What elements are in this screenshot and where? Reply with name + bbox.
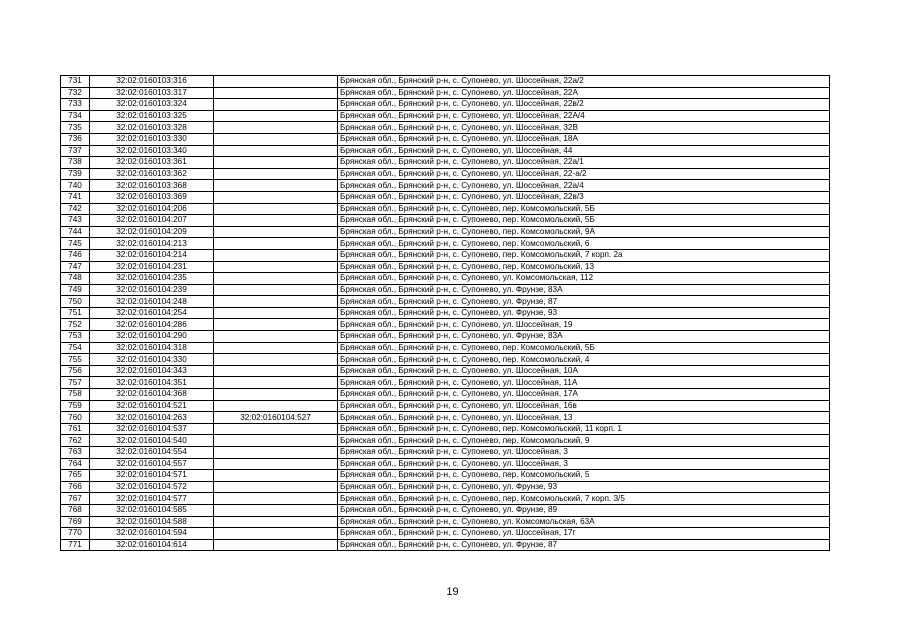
cadastral-number-cell: 32:02:0160104:206 <box>90 203 214 215</box>
related-cadastral-number-cell <box>214 122 338 134</box>
page-number: 19 <box>446 586 459 598</box>
cadastral-number-cell: 32:02:0160104:537 <box>90 423 214 435</box>
cadastral-number-cell: 32:02:0160104:585 <box>90 504 214 516</box>
cadastral-number-cell: 32:02:0160104:557 <box>90 458 214 470</box>
related-cadastral-number-cell <box>214 423 338 435</box>
cadastral-number-cell: 32:02:0160104:540 <box>90 435 214 447</box>
cadastral-number-cell: 32:02:0160104:239 <box>90 284 214 296</box>
row-number-cell: 738 <box>61 157 90 169</box>
table-row <box>61 342 830 354</box>
table-row <box>61 400 830 412</box>
cadastral-number-cell: 32:02:0160104:577 <box>90 493 214 505</box>
cadastral-number-cell: 32:02:0160104:318 <box>90 342 214 354</box>
related-cadastral-number-cell <box>214 528 338 540</box>
related-cadastral-number-cell <box>214 76 338 88</box>
cadastral-number-cell: 32:02:0160104:554 <box>90 447 214 459</box>
table-row <box>61 307 830 319</box>
cadastral-number-cell: 32:02:0160104:263 <box>90 412 214 424</box>
address-cell: Брянская обл., Брянский р-н, с. Супонево, ул. Шоссейная, 13 <box>338 412 830 424</box>
row-number-cell: 769 <box>61 516 90 528</box>
row-number-cell: 743 <box>61 215 90 227</box>
related-cadastral-number-cell <box>214 273 338 285</box>
table-row <box>61 145 830 157</box>
related-cadastral-number-cell <box>214 284 338 296</box>
related-cadastral-number-cell <box>214 180 338 192</box>
row-number-cell: 766 <box>61 481 90 493</box>
row-number-cell: 760 <box>61 412 90 424</box>
address-cell: Брянская обл., Брянский р-н, с. Супонево, пер. Комсомольский, 5Б <box>338 342 830 354</box>
row-number-cell: 759 <box>61 400 90 412</box>
cadastral-number-cell: 32:02:0160104:594 <box>90 528 214 540</box>
cadastral-number-cell: 32:02:0160104:572 <box>90 481 214 493</box>
row-number-cell: 761 <box>61 423 90 435</box>
table-row <box>61 87 830 99</box>
cadastral-number-cell: 32:02:0160103:317 <box>90 87 214 99</box>
related-cadastral-number-cell <box>214 215 338 227</box>
row-number-cell: 732 <box>61 87 90 99</box>
address-cell: Брянская обл., Брянский р-н, с. Супонево, пер. Комсомольский, 9А <box>338 226 830 238</box>
address-cell: Брянская обл., Брянский р-н, с. Супонево, ул. Фрунзе, 87 <box>338 539 830 551</box>
related-cadastral-number-cell <box>214 157 338 169</box>
related-cadastral-number-cell <box>214 249 338 261</box>
address-cell: Брянская обл., Брянский р-н, с. Супонево, пер. Комсомольский, 11 корп. 1 <box>338 423 830 435</box>
cadastral-number-cell: 32:02:0160103:325 <box>90 110 214 122</box>
address-cell: Брянская обл., Брянский р-н, с. Супонево, ул. Фрунзе, 83А <box>338 331 830 343</box>
address-cell: Брянская обл., Брянский р-н, с. Супонево, ул. Шоссейная, 3 <box>338 447 830 459</box>
cadastral-number-cell: 32:02:0160104:209 <box>90 226 214 238</box>
address-cell: Брянская обл., Брянский р-н, с. Супонево, ул. Шоссейная, 22А/4 <box>338 110 830 122</box>
related-cadastral-number-cell <box>214 389 338 401</box>
row-number-cell: 749 <box>61 284 90 296</box>
table-row <box>61 284 830 296</box>
row-number-cell: 731 <box>61 76 90 88</box>
related-cadastral-number-cell <box>214 481 338 493</box>
row-number-cell: 767 <box>61 493 90 505</box>
address-cell: Брянская обл., Брянский р-н, с. Супонево, ул. Шоссейная, 22А <box>338 87 830 99</box>
row-number-cell: 752 <box>61 319 90 331</box>
address-cell: Брянская обл., Брянский р-н, с. Супонево, ул. Шоссейная, 22-а/2 <box>338 168 830 180</box>
table-row <box>61 133 830 145</box>
row-number-cell: 734 <box>61 110 90 122</box>
table-row <box>61 377 830 389</box>
cadastral-number-cell: 32:02:0160104:290 <box>90 331 214 343</box>
cadastral-number-cell: 32:02:0160103:369 <box>90 191 214 203</box>
table-row <box>61 447 830 459</box>
table-row <box>61 238 830 250</box>
cadastral-number-cell: 32:02:0160103:328 <box>90 122 214 134</box>
table-row <box>61 249 830 261</box>
cadastral-number-cell: 32:02:0160103:316 <box>90 76 214 88</box>
related-cadastral-number-cell <box>214 133 338 145</box>
row-number-cell: 745 <box>61 238 90 250</box>
cadastral-number-cell: 32:02:0160103:361 <box>90 157 214 169</box>
address-cell: Брянская обл., Брянский р-н, с. Супонево, ул. Шоссейная, 22в/2 <box>338 99 830 111</box>
row-number-cell: 763 <box>61 447 90 459</box>
row-number-cell: 758 <box>61 389 90 401</box>
address-cell: Брянская обл., Брянский р-н, с. Супонево, ул. Фрунзе, 87 <box>338 296 830 308</box>
address-cell: Брянская обл., Брянский р-н, с. Супонево, ул. Шоссейная, 17г <box>338 528 830 540</box>
related-cadastral-number-cell <box>214 377 338 389</box>
related-cadastral-number-cell <box>214 504 338 516</box>
address-cell: Брянская обл., Брянский р-н, с. Супонево, пер. Комсомольский, 9 <box>338 435 830 447</box>
row-number-cell: 764 <box>61 458 90 470</box>
related-cadastral-number-cell <box>214 516 338 528</box>
row-number-cell: 737 <box>61 145 90 157</box>
address-cell: Брянская обл., Брянский р-н, с. Супонево, ул. Шоссейная, 22а/4 <box>338 180 830 192</box>
cadastral-table <box>60 75 830 551</box>
table-row <box>61 203 830 215</box>
address-cell: Брянская обл., Брянский р-н, с. Супонево, ул. Шоссейная, 17А <box>338 389 830 401</box>
related-cadastral-number-cell <box>214 400 338 412</box>
table-row <box>61 122 830 134</box>
related-cadastral-number-cell: 32:02:0160104:527 <box>214 412 338 424</box>
cadastral-number-cell: 32:02:0160103:330 <box>90 133 214 145</box>
related-cadastral-number-cell <box>214 435 338 447</box>
cadastral-number-cell: 32:02:0160104:343 <box>90 365 214 377</box>
row-number-cell: 771 <box>61 539 90 551</box>
address-cell: Брянская обл., Брянский р-н, с. Супонево, пер. Комсомольский, 5Б <box>338 215 830 227</box>
related-cadastral-number-cell <box>214 296 338 308</box>
related-cadastral-number-cell <box>214 331 338 343</box>
address-cell: Брянская обл., Брянский р-н, с. Супонево, ул. Шоссейная, 44 <box>338 145 830 157</box>
related-cadastral-number-cell <box>214 365 338 377</box>
table-row <box>61 458 830 470</box>
cadastral-number-cell: 32:02:0160104:614 <box>90 539 214 551</box>
row-number-cell: 770 <box>61 528 90 540</box>
address-cell: Брянская обл., Брянский р-н, с. Супонево, пер. Комсомольский, 7 корп. 3/5 <box>338 493 830 505</box>
cadastral-number-cell: 32:02:0160104:521 <box>90 400 214 412</box>
table-row <box>61 423 830 435</box>
related-cadastral-number-cell <box>214 354 338 366</box>
table-row <box>61 76 830 88</box>
table-row <box>61 470 830 482</box>
row-number-cell: 757 <box>61 377 90 389</box>
related-cadastral-number-cell <box>214 110 338 122</box>
cadastral-number-cell: 32:02:0160104:254 <box>90 307 214 319</box>
address-cell: Брянская обл., Брянский р-н, с. Супонево, ул. Фрунзе, 93 <box>338 307 830 319</box>
table-row <box>61 516 830 528</box>
related-cadastral-number-cell <box>214 458 338 470</box>
row-number-cell: 744 <box>61 226 90 238</box>
address-cell: Брянская обл., Брянский р-н, с. Супонево, ул. Шоссейная, 10А <box>338 365 830 377</box>
address-cell: Брянская обл., Брянский р-н, с. Супонево, ул. Фрунзе, 83А <box>338 284 830 296</box>
row-number-cell: 754 <box>61 342 90 354</box>
related-cadastral-number-cell <box>214 168 338 180</box>
related-cadastral-number-cell <box>214 145 338 157</box>
row-number-cell: 753 <box>61 331 90 343</box>
related-cadastral-number-cell <box>214 238 338 250</box>
address-cell: Брянская обл., Брянский р-н, с. Супонево, ул. Шоссейная, 16в <box>338 400 830 412</box>
cadastral-number-cell: 32:02:0160103:340 <box>90 145 214 157</box>
related-cadastral-number-cell <box>214 342 338 354</box>
row-number-cell: 768 <box>61 504 90 516</box>
row-number-cell: 741 <box>61 191 90 203</box>
table-row <box>61 191 830 203</box>
related-cadastral-number-cell <box>214 539 338 551</box>
table-row <box>61 273 830 285</box>
row-number-cell: 733 <box>61 99 90 111</box>
row-number-cell: 740 <box>61 180 90 192</box>
row-number-cell: 755 <box>61 354 90 366</box>
related-cadastral-number-cell <box>214 99 338 111</box>
row-number-cell: 756 <box>61 365 90 377</box>
address-cell: Брянская обл., Брянский р-н, с. Супонево, пер. Комсомольский, 4 <box>338 354 830 366</box>
related-cadastral-number-cell <box>214 226 338 238</box>
table-row <box>61 528 830 540</box>
cadastral-number-cell: 32:02:0160104:235 <box>90 273 214 285</box>
table-row <box>61 319 830 331</box>
related-cadastral-number-cell <box>214 261 338 273</box>
cadastral-number-cell: 32:02:0160104:571 <box>90 470 214 482</box>
table-row <box>61 389 830 401</box>
address-cell: Брянская обл., Брянский р-н, с. Супонево, ул. Фрунзе, 89 <box>338 504 830 516</box>
address-cell: Брянская обл., Брянский р-н, с. Супонево, пер. Комсомольский, 13 <box>338 261 830 273</box>
cadastral-number-cell: 32:02:0160103:362 <box>90 168 214 180</box>
table-row <box>61 215 830 227</box>
cadastral-number-cell: 32:02:0160104:588 <box>90 516 214 528</box>
address-cell: Брянская обл., Брянский р-н, с. Супонево, ул. Фрунзе, 93 <box>338 481 830 493</box>
table-row <box>61 226 830 238</box>
related-cadastral-number-cell <box>214 470 338 482</box>
table-row <box>61 331 830 343</box>
table-row <box>61 435 830 447</box>
cadastral-number-cell: 32:02:0160104:213 <box>90 238 214 250</box>
address-cell: Брянская обл., Брянский р-н, с. Супонево, ул. Шоссейная, 32В <box>338 122 830 134</box>
table-row <box>61 180 830 192</box>
table-row <box>61 110 830 122</box>
address-cell: Брянская обл., Брянский р-н, с. Супонево, ул. Шоссейная, 22в/3 <box>338 191 830 203</box>
row-number-cell: 746 <box>61 249 90 261</box>
address-cell: Брянская обл., Брянский р-н, с. Супонево, ул. Шоссейная, 19 <box>338 319 830 331</box>
row-number-cell: 762 <box>61 435 90 447</box>
address-cell: Брянская обл., Брянский р-н, с. Супонево, пер. Комсомольский, 5Б <box>338 203 830 215</box>
address-cell: Брянская обл., Брянский р-н, с. Супонево, ул. Шоссейная, 18А <box>338 133 830 145</box>
cadastral-number-cell: 32:02:0160104:286 <box>90 319 214 331</box>
address-cell: Брянская обл., Брянский р-н, с. Супонево, пер. Комсомольский, 7 корп. 2а <box>338 249 830 261</box>
row-number-cell: 747 <box>61 261 90 273</box>
table-row <box>61 261 830 273</box>
row-number-cell: 750 <box>61 296 90 308</box>
address-cell: Брянская обл., Брянский р-н, с. Супонево, ул. Шоссейная, 3 <box>338 458 830 470</box>
row-number-cell: 739 <box>61 168 90 180</box>
cadastral-number-cell: 32:02:0160104:248 <box>90 296 214 308</box>
table-row <box>61 412 830 424</box>
related-cadastral-number-cell <box>214 307 338 319</box>
address-cell: Брянская обл., Брянский р-н, с. Супонево, пер. Комсомольский, 5 <box>338 470 830 482</box>
address-cell: Брянская обл., Брянский р-н, с. Супонево, пер. Комсомольский, 6 <box>338 238 830 250</box>
row-number-cell: 735 <box>61 122 90 134</box>
address-cell: Брянская обл., Брянский р-н, с. Супонево, ул. Шоссейная, 22а/2 <box>338 76 830 88</box>
address-cell: Брянская обл., Брянский р-н, с. Супонево, ул. Шоссейная, 11А <box>338 377 830 389</box>
address-cell: Брянская обл., Брянский р-н, с. Супонево, ул. Комсомольская, 112 <box>338 273 830 285</box>
table-row <box>61 539 830 551</box>
related-cadastral-number-cell <box>214 493 338 505</box>
cadastral-number-cell: 32:02:0160104:231 <box>90 261 214 273</box>
table-row <box>61 99 830 111</box>
table-row <box>61 296 830 308</box>
related-cadastral-number-cell <box>214 87 338 99</box>
row-number-cell: 748 <box>61 273 90 285</box>
related-cadastral-number-cell <box>214 203 338 215</box>
cadastral-number-cell: 32:02:0160103:368 <box>90 180 214 192</box>
cadastral-number-cell: 32:02:0160104:330 <box>90 354 214 366</box>
related-cadastral-number-cell <box>214 447 338 459</box>
cadastral-number-cell: 32:02:0160104:351 <box>90 377 214 389</box>
table-row <box>61 168 830 180</box>
table-row <box>61 504 830 516</box>
cadastral-number-cell: 32:02:0160103:324 <box>90 99 214 111</box>
related-cadastral-number-cell <box>214 191 338 203</box>
cadastral-number-cell: 32:02:0160104:207 <box>90 215 214 227</box>
table-row <box>61 481 830 493</box>
row-number-cell: 751 <box>61 307 90 319</box>
row-number-cell: 742 <box>61 203 90 215</box>
related-cadastral-number-cell <box>214 319 338 331</box>
address-cell: Брянская обл., Брянский р-н, с. Супонево, ул. Комсомольская, 63А <box>338 516 830 528</box>
row-number-cell: 765 <box>61 470 90 482</box>
table-row <box>61 354 830 366</box>
table-body <box>61 76 830 551</box>
table-row <box>61 365 830 377</box>
address-cell: Брянская обл., Брянский р-н, с. Супонево, ул. Шоссейная, 22а/1 <box>338 157 830 169</box>
table-row <box>61 493 830 505</box>
cadastral-number-cell: 32:02:0160104:214 <box>90 249 214 261</box>
table-row <box>61 157 830 169</box>
row-number-cell: 736 <box>61 133 90 145</box>
cadastral-number-cell: 32:02:0160104:368 <box>90 389 214 401</box>
